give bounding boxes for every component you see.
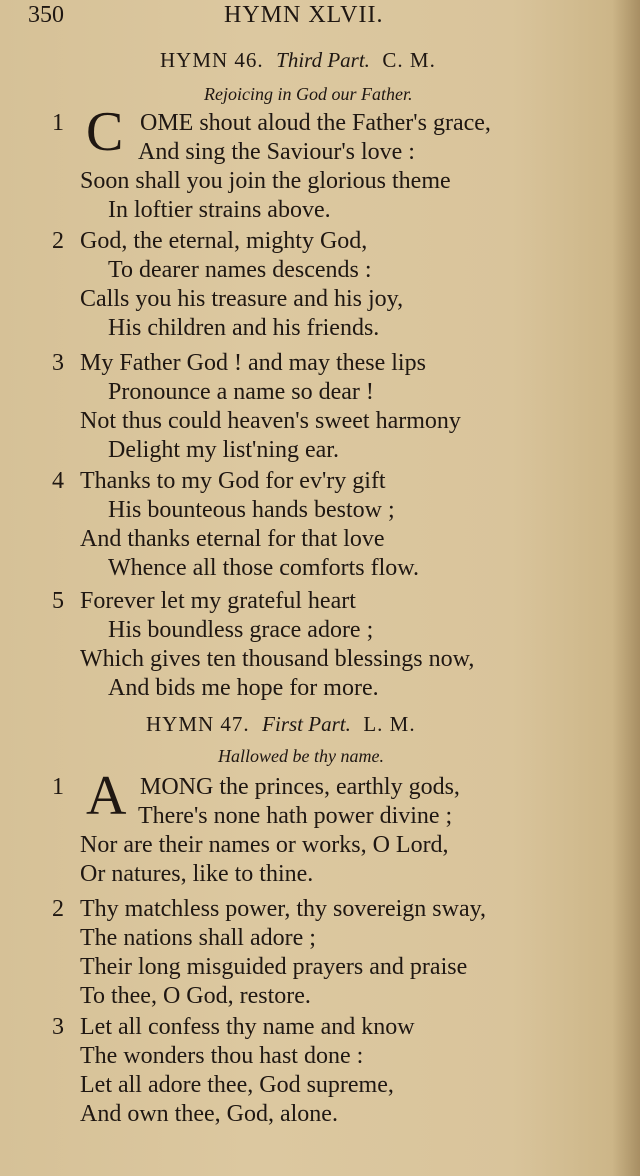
- verse-line: My Father God ! and may these lips: [80, 350, 426, 376]
- verse-line: Let all adore thee, God supreme,: [80, 1072, 394, 1098]
- running-title: HYMN XLVII.: [224, 2, 384, 28]
- verse-line: Forever let my grateful heart: [80, 588, 356, 614]
- verse-line: Pronounce a name so dear !: [108, 379, 374, 405]
- verse-line: God, the eternal, mighty God,: [80, 228, 368, 254]
- hymn-47-title: Hallowed be thy name.: [218, 746, 384, 766]
- verse-line: Or natures, like to thine.: [80, 861, 314, 887]
- verse-line: To dearer names descends :: [108, 257, 372, 283]
- verse-line: Delight my list'ning ear.: [108, 437, 339, 463]
- verse-line: Their long misguided prayers and praise: [80, 954, 468, 980]
- hymn-47-meter: L. M.: [363, 712, 416, 736]
- verse-line: MONG the princes, earthly gods,: [140, 774, 460, 800]
- verse-line: To thee, O God, restore.: [80, 983, 311, 1009]
- drop-cap: C: [86, 101, 124, 163]
- hymn-47-heading: [146, 712, 416, 737]
- hymn-46-title: Rejoicing in God our Father.: [204, 84, 413, 104]
- verse-line: And thanks eternal for that love: [80, 526, 385, 552]
- hymn-46-meter: C. M.: [382, 48, 436, 72]
- verse-line: The nations shall adore ;: [80, 925, 316, 951]
- stanza-number: 1: [52, 110, 64, 136]
- verse-line: OME shout aloud the Father's grace,: [140, 110, 491, 136]
- verse-line: Which gives ten thousand blessings now,: [80, 646, 475, 672]
- stanza-number: 5: [52, 588, 64, 614]
- verse-line: His bounteous hands bestow ;: [108, 497, 395, 523]
- hymn-46-heading: [160, 48, 436, 73]
- hymn-46-part: Third Part.: [276, 48, 370, 72]
- verse-line: Let all confess thy name and know: [80, 1014, 415, 1040]
- verse-line: Soon shall you join the glorious theme: [80, 168, 451, 194]
- verse-line: His children and his friends.: [108, 315, 380, 341]
- verse-line: And sing the Saviour's love :: [138, 139, 415, 165]
- hymn-47-part: First Part.: [262, 712, 351, 736]
- drop-cap: A: [86, 765, 127, 827]
- verse-line: In loftier strains above.: [108, 197, 331, 223]
- stanza-number: 3: [52, 350, 64, 376]
- page-number: 350: [28, 2, 64, 28]
- stanza-number: 2: [52, 228, 64, 254]
- verse-line: Thanks to my God for ev'ry gift: [80, 468, 386, 494]
- verse-line: There's none hath power divine ;: [138, 803, 453, 829]
- verse-line: Not thus could heaven's sweet harmony: [80, 408, 461, 434]
- verse-line: His boundless grace adore ;: [108, 617, 374, 643]
- stanza-number: 1: [52, 774, 64, 800]
- hymn-46-number: HYMN 46.: [160, 48, 264, 72]
- stanza-number: 3: [52, 1014, 64, 1040]
- verse-line: Whence all those comforts flow.: [108, 555, 420, 581]
- hymn-47-number: HYMN 47.: [146, 712, 250, 736]
- stanza-number: 4: [52, 468, 64, 494]
- verse-line: Nor are their names or works, O Lord,: [80, 832, 449, 858]
- verse-line: Thy matchless power, thy sovereign sway,: [80, 896, 487, 922]
- verse-line: Calls you his treasure and his joy,: [80, 286, 404, 312]
- stanza-number: 2: [52, 896, 64, 922]
- verse-line: The wonders thou hast done :: [80, 1043, 364, 1069]
- verse-line: And bids me hope for more.: [108, 675, 379, 701]
- verse-line: And own thee, God, alone.: [80, 1101, 338, 1127]
